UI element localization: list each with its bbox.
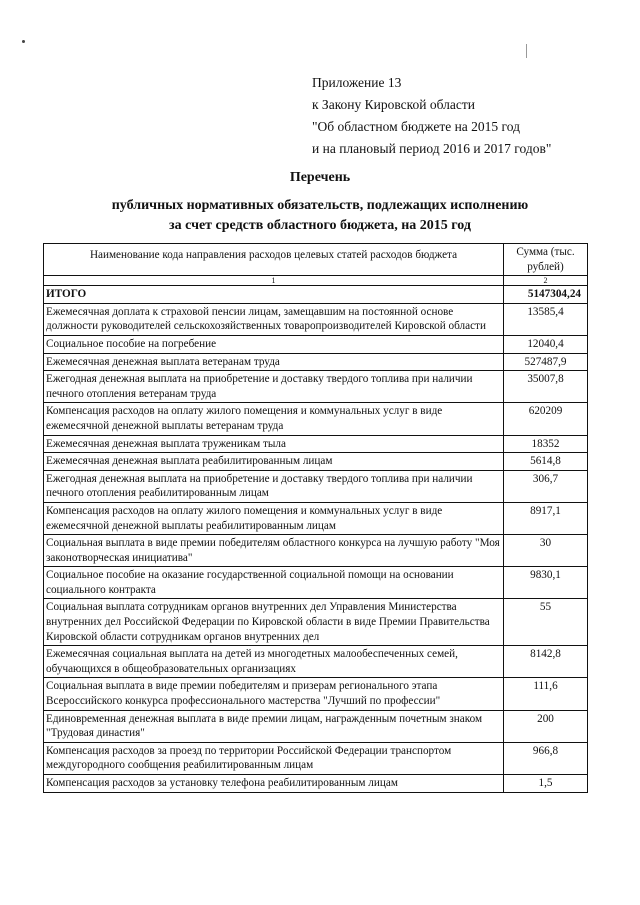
row-name: Ежемесячная денежная выплата реабилитированным лицам <box>44 453 504 471</box>
table-row <box>44 403 588 435</box>
appendix-line: Приложение 13 <box>312 75 402 90</box>
row-amount: 527487,9 <box>504 353 588 371</box>
row-amount: 18352 <box>504 435 588 453</box>
row-amount: 12040,4 <box>504 335 588 353</box>
table-row <box>44 567 588 599</box>
title-line: Перечень <box>289 170 351 185</box>
row-name: Ежемесячная доплата к страховой пенсии лицам, замещавшим на постоянной основе должности руководителей сельскохозяйственных товаропроизводителей Кировской области <box>44 303 504 335</box>
column-number-row <box>44 276 588 286</box>
row-name: Единовременная денежная выплата в виде премии лицам, награжденным почетным знаком "Трудовая династия" <box>44 710 504 742</box>
appendix-line: и на плановый период 2016 и 2017 годов" <box>312 141 552 156</box>
row-name: Компенсация расходов на оплату жилого помещения и коммунальных услуг в виде ежемесячной денежной выплаты ветеранам труда <box>44 403 504 435</box>
table-row <box>44 535 588 567</box>
row-amount: 5614,8 <box>504 453 588 471</box>
table-row <box>44 710 588 742</box>
row-name: Социальное пособие на погребение <box>44 335 504 353</box>
table-row <box>44 303 588 335</box>
table-row <box>44 335 588 353</box>
row-name: Компенсация расходов за проезд по территории Российской Федерации транспортом междугородного сообщения реабилитированным лицам <box>44 742 504 774</box>
row-amount: 8142,8 <box>504 646 588 678</box>
row-amount: 30 <box>504 535 588 567</box>
row-name: Компенсация расходов за установку телефона реабилитированным лицам <box>44 775 504 793</box>
row-name: Ежемесячная денежная выплата труженикам тыла <box>44 435 504 453</box>
row-amount: 200 <box>504 710 588 742</box>
table-row <box>44 502 588 534</box>
table-row <box>44 470 588 502</box>
row-name: Ежемесячная социальная выплата на детей из многодетных малообеспеченных семей, обучающихся в общеобразовательных организациях <box>44 646 504 678</box>
row-name: Компенсация расходов на оплату жилого помещения и коммунальных услуг в виде ежемесячной денежной выплаты реабилитированным лицам <box>44 502 504 534</box>
row-amount: 8917,1 <box>504 502 588 534</box>
appendix-line: к Закону Кировской области <box>312 97 476 112</box>
table-row <box>44 646 588 678</box>
total-row <box>44 286 588 304</box>
total-label: ИТОГО <box>44 286 504 304</box>
row-name: Ежегодная денежная выплата на приобретение и доставку твердого топлива при наличии печного отопления ветеранам труда <box>44 371 504 403</box>
row-name: Социальная выплата в виде премии победителям и призерам регионального этапа Всероссийского конкурса профессионального мастерства "Лучший по профессии" <box>44 678 504 710</box>
title-line: за счет средств областного бюджета, на 2015 год <box>169 218 471 233</box>
row-name: Социальная выплата в виде премии победителям областного конкурса на лучшую работу "Моя законотворческая инициатива" <box>44 535 504 567</box>
table-row <box>44 742 588 774</box>
title-line: публичных нормативных обязательств, подлежащих исполнению <box>111 198 529 213</box>
table-row <box>44 678 588 710</box>
row-name: Ежемесячная денежная выплата ветеранам труда <box>44 353 504 371</box>
table-header-row <box>44 244 588 276</box>
table-row <box>44 371 588 403</box>
table-row <box>44 599 588 646</box>
row-amount: 306,7 <box>504 470 588 502</box>
row-name: Социальное пособие на оказание государственной социальной помощи на основании социального контракта <box>44 567 504 599</box>
row-amount: 966,8 <box>504 742 588 774</box>
row-name: Ежегодная денежная выплата на приобретение и доставку твердого топлива при наличии печного отопления реабилитированным лицам <box>44 470 504 502</box>
column-header-amount: Сумма (тыс. рублей) <box>504 244 588 276</box>
table-row <box>44 775 588 793</box>
row-amount: 620209 <box>504 403 588 435</box>
row-amount: 1,5 <box>504 775 588 793</box>
document-title <box>0 168 640 236</box>
row-amount: 13585,4 <box>504 303 588 335</box>
row-amount: 55 <box>504 599 588 646</box>
table-row <box>44 353 588 371</box>
obligations-table <box>43 243 588 793</box>
row-amount: 111,6 <box>504 678 588 710</box>
scan-mark <box>526 44 527 58</box>
column-number: 1 <box>44 276 504 286</box>
row-amount: 35007,8 <box>504 371 588 403</box>
table-row <box>44 453 588 471</box>
total-amount: 5147304,24 <box>504 286 588 304</box>
scan-speck <box>22 40 25 43</box>
table-row <box>44 435 588 453</box>
row-amount: 9830,1 <box>504 567 588 599</box>
row-name: Социальная выплата сотрудникам органов внутренних дел Управления Министерства внутренних дел Российской Федерации по Кировской области в виде Премии Правительства Кировской области сотрудникам органов внутренних дел <box>44 599 504 646</box>
column-header-name: Наименование кода направления расходов целевых статей расходов бюджета <box>44 244 504 276</box>
appendix-heading <box>312 72 551 160</box>
column-number: 2 <box>504 276 588 286</box>
appendix-line: "Об областном бюджете на 2015 год <box>312 119 520 134</box>
